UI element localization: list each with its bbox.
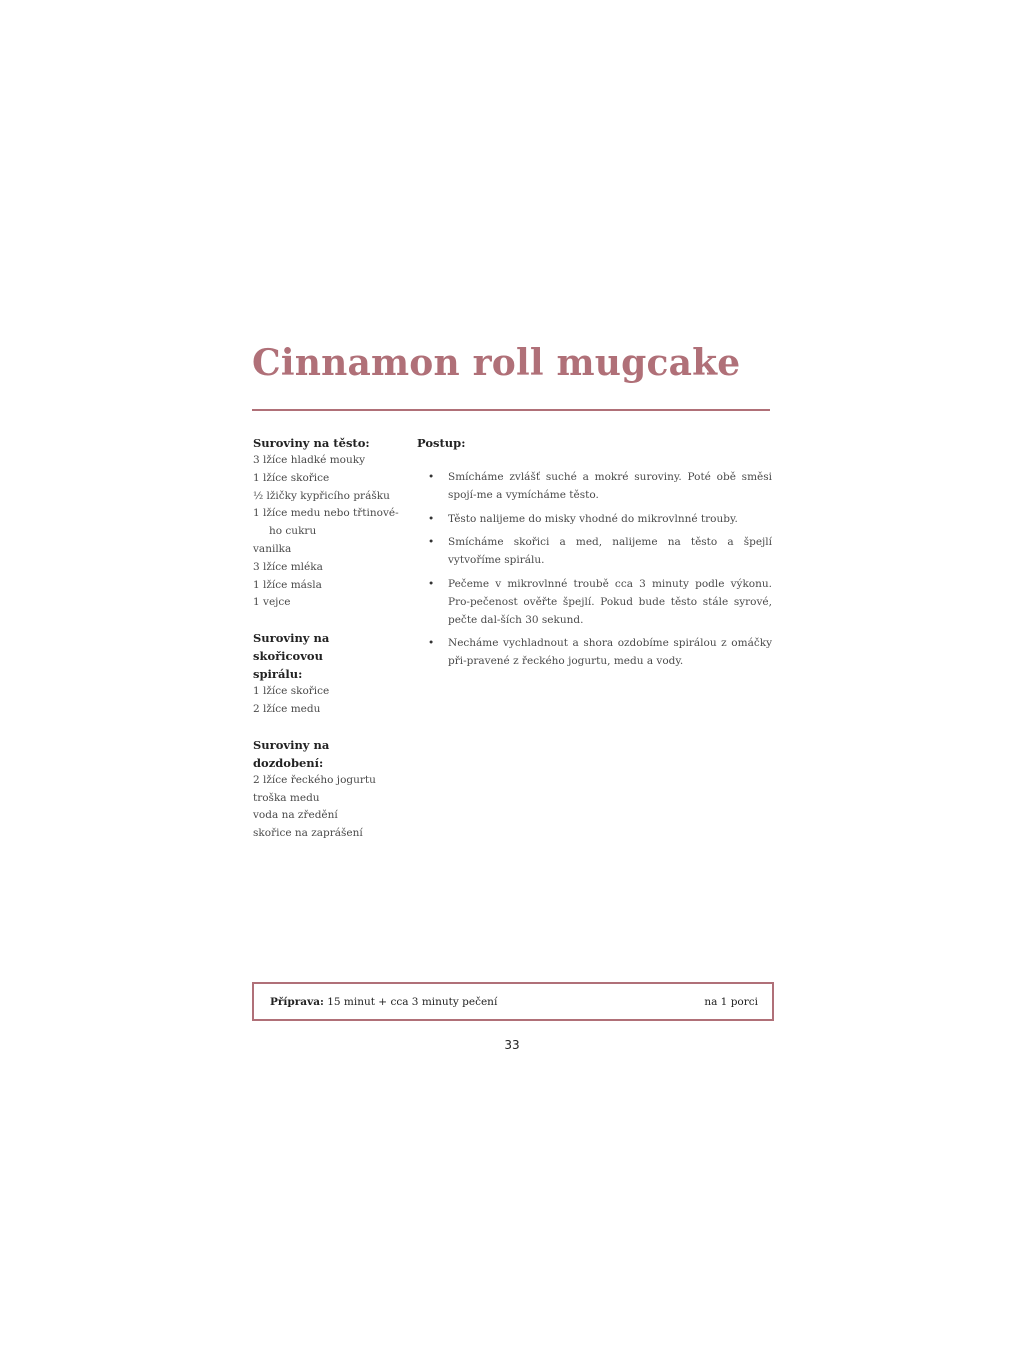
step-text: Smícháme zvlášť suché a mokré suroviny. Poté obě směsi spojí-me a vymícháme těsto. — [448, 471, 772, 501]
ingredient-item: ho cukru — [269, 525, 317, 538]
title-divider — [252, 409, 770, 411]
recipe-info-box — [252, 982, 774, 1021]
spiral-heading-line2: spirálu: — [253, 667, 303, 682]
decoration-ingredients-heading: Suroviny na dozdobení: — [253, 737, 330, 770]
prep-time — [270, 996, 497, 1008]
spiral-ingredients-heading — [253, 629, 403, 683]
dough-ingredients-heading: Suroviny na těsto: — [253, 436, 370, 450]
bullet-icon: • — [428, 471, 435, 483]
step-text: Smícháme skořici a med, nalijeme na těsto a špejlí vytvoříme spirálu. — [448, 536, 772, 567]
procedure-step — [417, 635, 772, 671]
ingredient-item: 1 lžíce skořice — [253, 685, 330, 698]
step-text: Necháme vychladnout a shora ozdobíme spirálou z omáčky při-pravené z řeckého jogurtu, medu a vody. — [448, 637, 772, 668]
bullet-icon: • — [428, 637, 435, 650]
ingredient-item: 1 vejce — [253, 596, 291, 609]
prep-value: 15 minut + cca 3 minuty pečení — [323, 995, 498, 1008]
spiral-ingredients-list — [253, 683, 403, 719]
procedure-heading: Postup: — [417, 436, 466, 450]
ingredient-item: skořice na zaprášení — [253, 827, 363, 840]
procedure-step — [417, 511, 772, 529]
procedure-steps-list — [417, 469, 772, 671]
servings: na 1 porci — [704, 995, 758, 1008]
ingredient-item: 2 lžíce řeckého jogurtu — [253, 773, 376, 786]
ingredient-item: 1 lžíce skořice — [253, 471, 330, 484]
ingredient-item: 2 lžíce medu — [253, 702, 321, 715]
ingredient-item: vanilka — [253, 542, 292, 555]
spiral-heading-line1: Suroviny na skořicovou — [253, 631, 330, 664]
ingredient-item: 1 lžíce medu nebo třtinové- — [253, 507, 399, 520]
recipe-title: Cinnamon roll mugcake — [252, 342, 741, 384]
bullet-icon: • — [428, 577, 435, 590]
procedure-step — [417, 534, 772, 570]
page-number: 33 — [504, 1038, 520, 1052]
step-text: Pečeme v mikrovlnné troubě cca 3 minuty podle výkonu. Pro-pečenost ověřte špejlí. Pokud bude těsto stále syrové, pečte dal-ších 30 sekund. — [448, 577, 772, 626]
prep-label: Příprava: — [270, 995, 324, 1008]
dough-ingredients-list — [253, 452, 403, 612]
bullet-icon: • — [428, 536, 435, 549]
ingredient-item: ½ lžičky kypřicího prášku — [253, 489, 390, 502]
decoration-ingredients-list — [253, 772, 403, 843]
step-text: Těsto nalijeme do misky vhodné do mikrovlnné trouby. — [448, 512, 738, 525]
ingredients-column — [253, 434, 403, 860]
procedure-step — [417, 469, 772, 505]
ingredient-item: 3 lžíce mléka — [253, 560, 323, 573]
procedure-step — [417, 576, 772, 629]
ingredient-item: 3 lžíce hladké mouky — [253, 454, 366, 466]
bullet-icon: • — [428, 512, 435, 525]
ingredient-item: 1 lžíce másla — [253, 578, 322, 591]
procedure-column — [417, 434, 772, 677]
ingredient-item: troška medu — [253, 791, 320, 804]
ingredient-item: voda na zředění — [253, 809, 338, 822]
